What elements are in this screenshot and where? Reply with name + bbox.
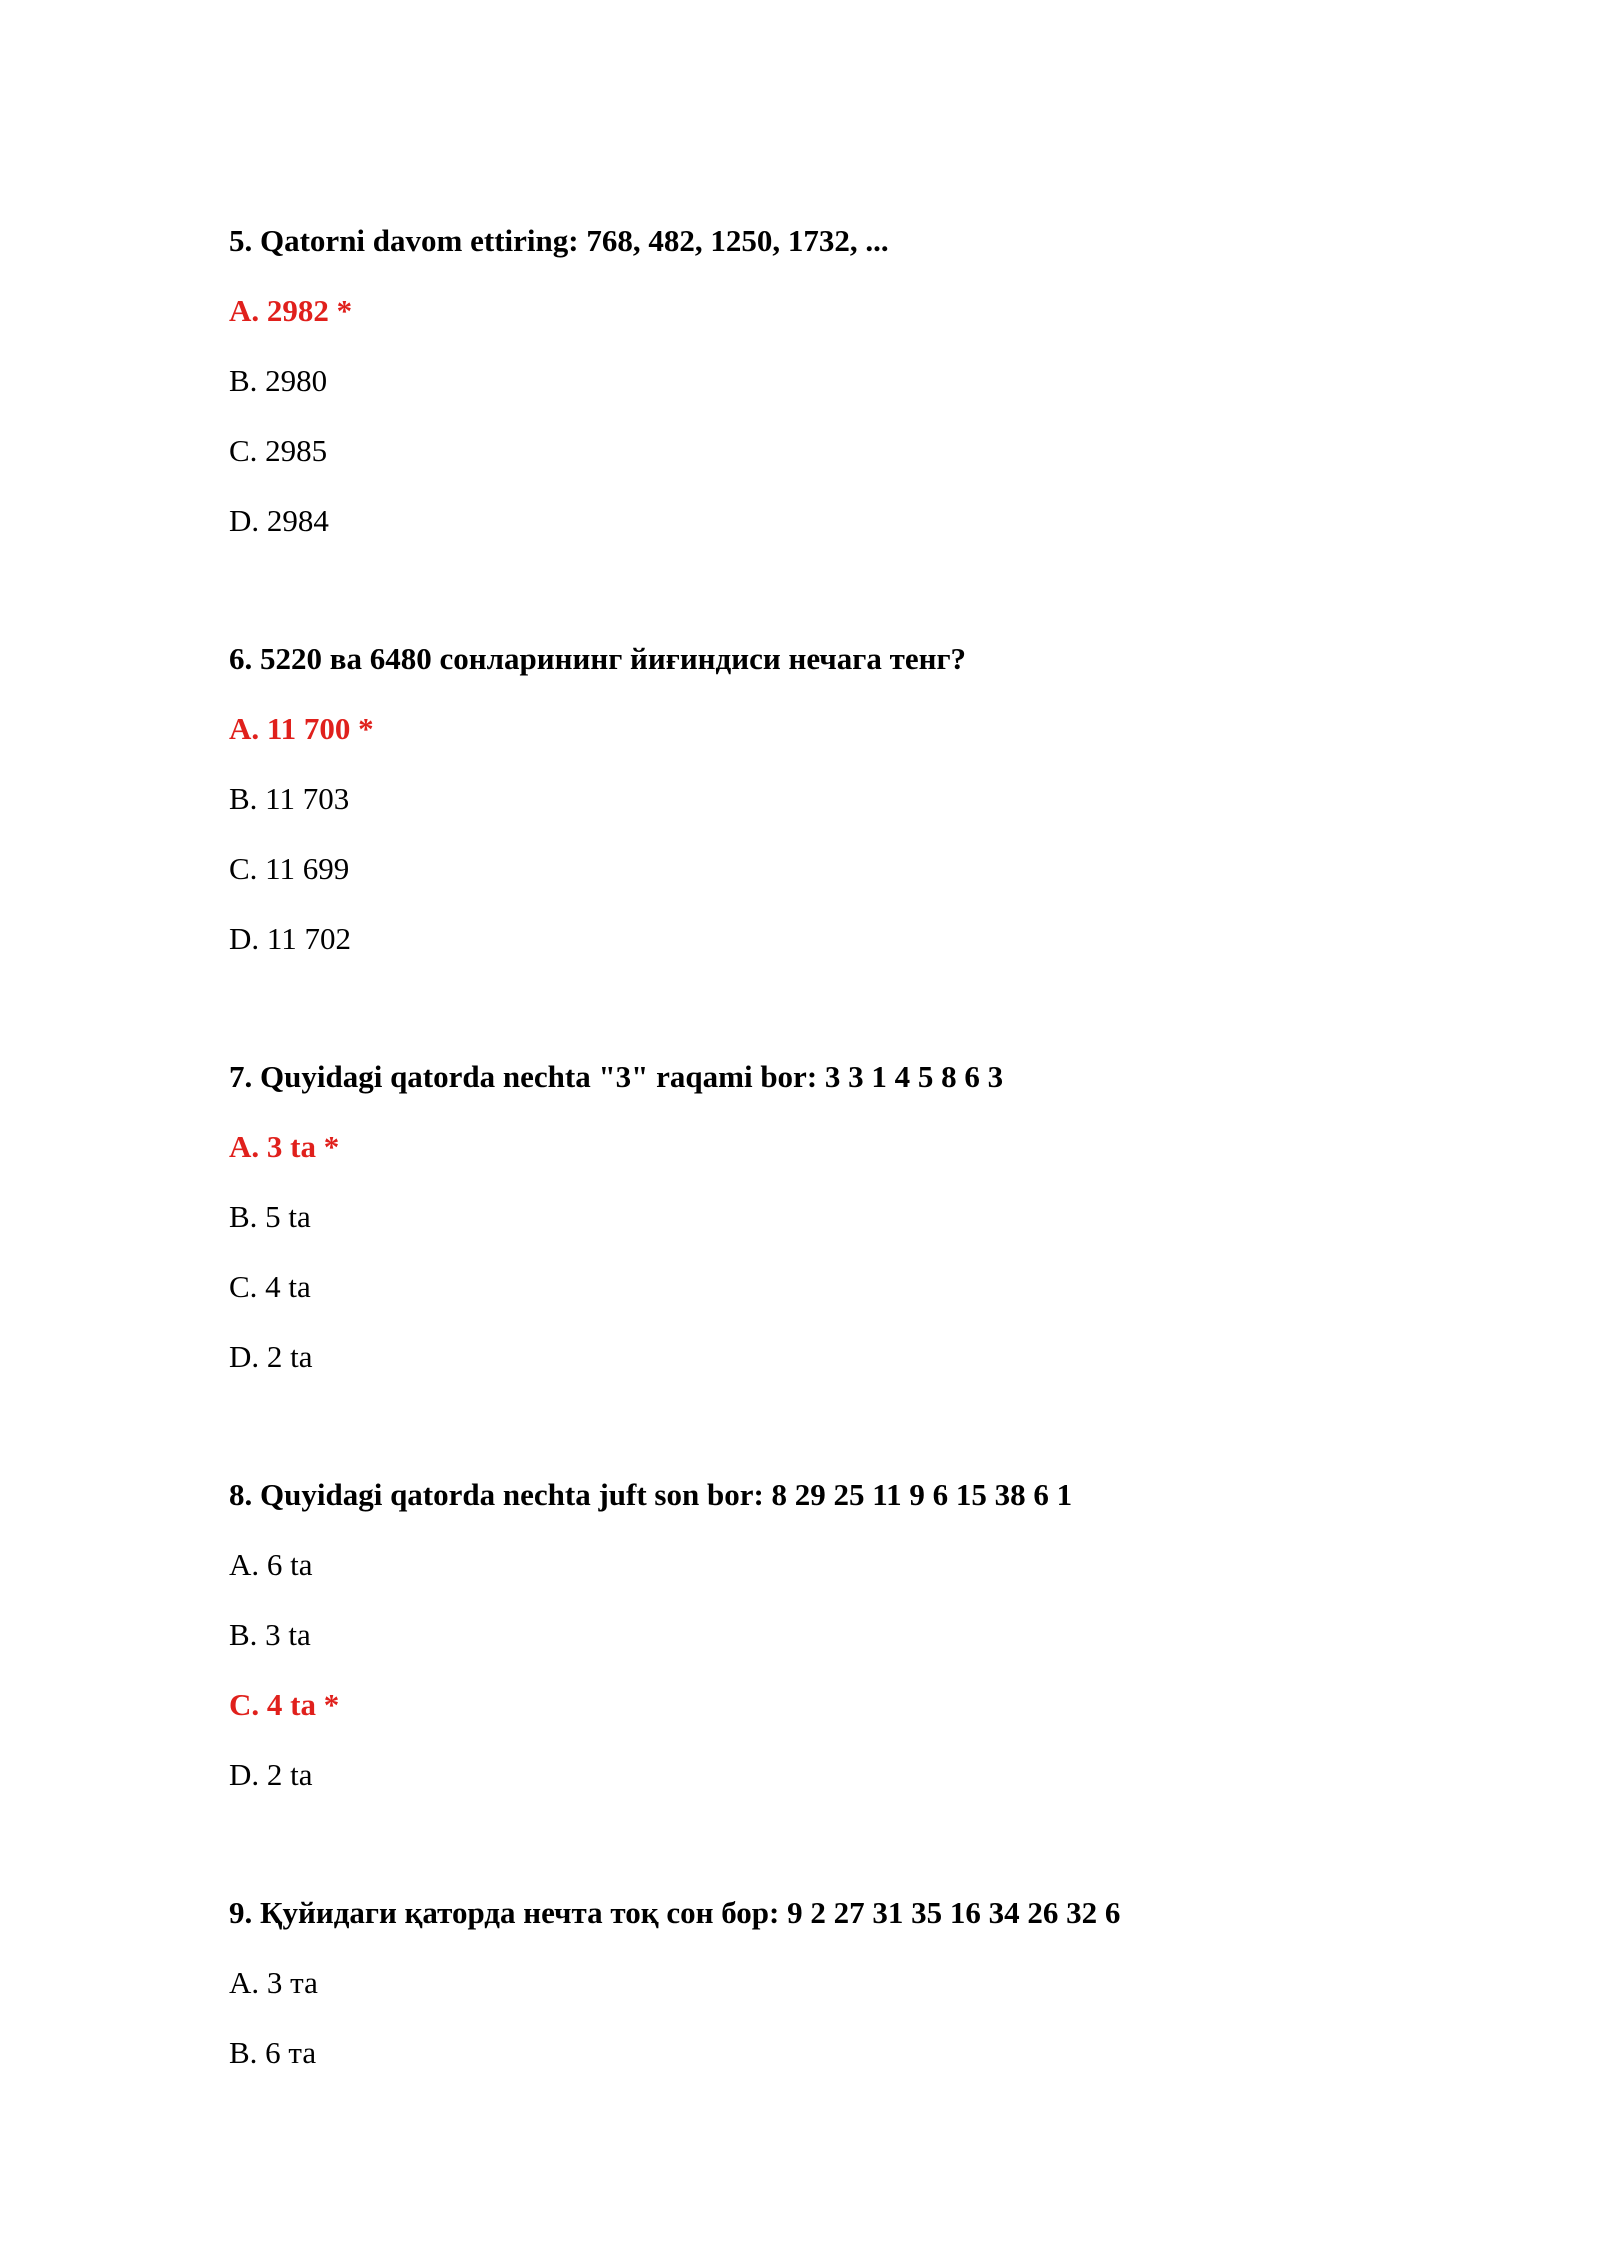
answer-option-c: C. 4 ta * bbox=[229, 1687, 340, 1722]
question-text: 8. Quyidagi qatorda nechta juft son bor: 8 29 25 11 9 6 15 38 6 1 bbox=[229, 1477, 1073, 1512]
answer-option-d: D. 2 ta bbox=[229, 1339, 313, 1374]
question-text: 7. Quyidagi qatorda nechta "3" raqami bor: 3 3 1 4 5 8 6 3 bbox=[229, 1059, 1004, 1094]
question-8 bbox=[229, 1475, 1429, 1825]
answer-option-c: C. 2985 bbox=[229, 433, 328, 468]
question-text: 5. Qatorni davom ettiring: 768, 482, 1250, 1732, ... bbox=[229, 223, 889, 258]
answer-option-b: B. 3 ta bbox=[229, 1617, 311, 1652]
answer-option-d: D. 2 ta bbox=[229, 1757, 313, 1792]
answer-option-a: A. 6 ta bbox=[229, 1547, 313, 1582]
question-text: 6. 5220 ва 6480 сонларининг йиғиндиси нечага тенг? bbox=[229, 641, 967, 676]
answer-option-b: B. 2980 bbox=[229, 363, 328, 398]
answer-option-c: C. 4 ta bbox=[229, 1269, 311, 1304]
answer-option-d: D. 11 702 bbox=[229, 921, 351, 956]
answer-option-d: D. 2984 bbox=[229, 503, 329, 538]
question-6 bbox=[229, 639, 1429, 989]
answer-option-c: C. 11 699 bbox=[229, 851, 350, 886]
answer-option-a: A. 2982 * bbox=[229, 293, 353, 328]
answer-option-b: B. 11 703 bbox=[229, 781, 350, 816]
answer-option-b: B. 5 ta bbox=[229, 1199, 311, 1234]
question-list bbox=[229, 221, 1429, 2103]
question-9 bbox=[229, 1893, 1429, 2103]
answer-option-a: A. 3 та bbox=[229, 1965, 318, 2000]
answer-option-a: A. 3 ta * bbox=[229, 1129, 340, 1164]
answer-option-a: A. 11 700 * bbox=[229, 711, 374, 746]
question-5 bbox=[229, 221, 1429, 571]
question-7 bbox=[229, 1057, 1429, 1407]
question-text: 9. Қуйидаги қаторда нечта тоқ сон бор: 9 2 27 31 35 16 34 26 32 6 bbox=[229, 1895, 1121, 1930]
answer-option-b: B. 6 та bbox=[229, 2035, 317, 2070]
